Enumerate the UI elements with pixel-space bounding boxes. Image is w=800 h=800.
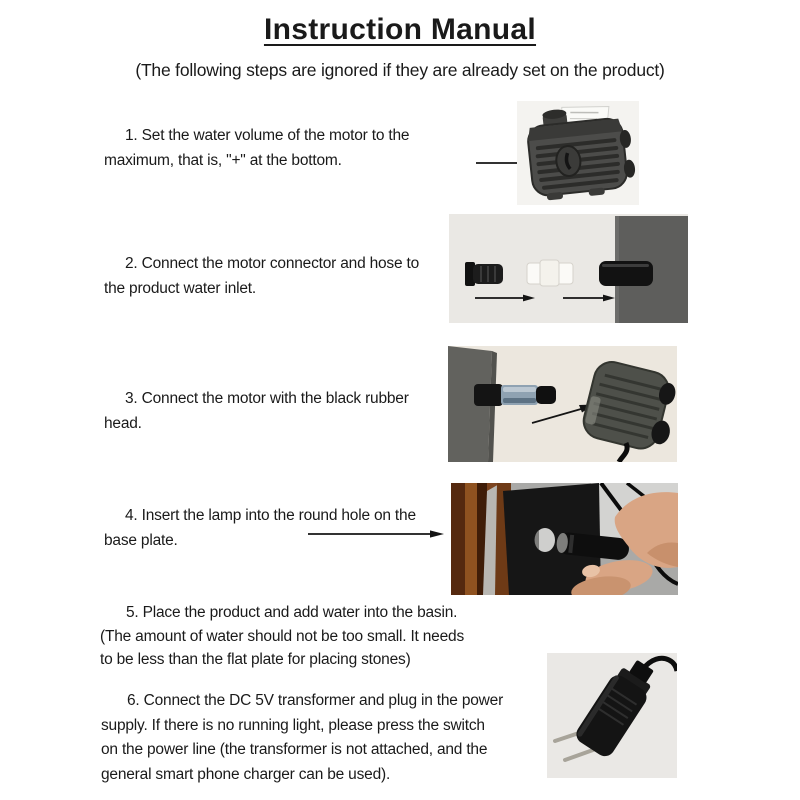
- step-3-line-1: 3. Connect the motor with the black rubber: [125, 390, 409, 407]
- round-hole-image: [535, 528, 555, 552]
- step-4-photo-lamp-insertion: [451, 483, 678, 595]
- step-6-line-2: supply. If there is no running light, please press the switch: [101, 716, 485, 734]
- water-inlet-image: [599, 261, 653, 286]
- step-6-text: [101, 689, 503, 787]
- step-5-line-2: (The amount of water should not be too small. It needs: [100, 627, 464, 645]
- step-1-line-2: maximum, that is, "+" at the bottom.: [104, 152, 342, 169]
- motor-connector-image: [465, 262, 503, 286]
- step-2-line-1: 2. Connect the motor connector and hose to: [125, 255, 420, 272]
- step-6-line-4: general smart phone charger can be used).: [101, 765, 391, 783]
- page-subtitle: (The following steps are ignored if they are already set on the product): [135, 60, 665, 80]
- step-2-photo-connectors: [449, 214, 688, 323]
- wooden-slats-image: [451, 483, 511, 595]
- step-3-text: [104, 386, 409, 436]
- step-1-line-1: 1. Set the water volume of the motor to the: [125, 127, 410, 144]
- step-5-line-3: to be less than the flat plate for placing stones): [100, 651, 411, 668]
- step-5-text: [100, 601, 464, 672]
- step-1-photo-water-pump: [517, 101, 639, 205]
- rubber-head-hose-image: [474, 384, 556, 406]
- step-2-text: [104, 251, 419, 301]
- step-6-line-1: 6. Connect the DC 5V transformer and plug in the power: [127, 692, 504, 709]
- step-2-line-2: the product water inlet.: [104, 280, 257, 297]
- step-4-line-2: base plate.: [104, 532, 178, 549]
- step-3-line-2: head.: [104, 415, 142, 432]
- step-1-text: [104, 123, 409, 173]
- arrow-right-icon: [308, 528, 444, 540]
- page-title: Instruction Manual: [263, 13, 537, 46]
- step-4-line-1: 4. Insert the lamp into the round hole on the: [125, 507, 416, 524]
- step-6-line-3: on the power line (the transformer is not attached, and the: [101, 741, 488, 758]
- hose-piece-image: [527, 260, 573, 286]
- step-5-line-1: 5. Place the product and add water into the basin.: [126, 604, 458, 621]
- step-6-photo-transformer: [547, 653, 677, 778]
- step-3-photo-motor-connection: [448, 346, 677, 462]
